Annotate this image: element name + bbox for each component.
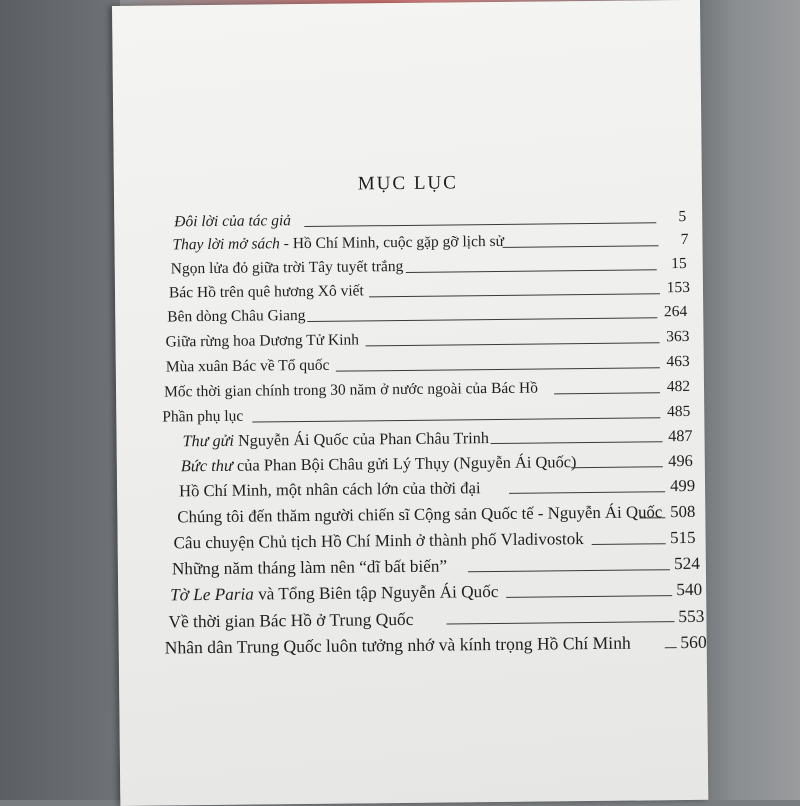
toc-entry-title-text: Ngọn lửa đỏ giữa trời Tây tuyết trắng [171, 258, 404, 277]
toc-entry-title-text: Những năm tháng làm nên “dĩ bất biến” [172, 557, 447, 579]
toc-leader-line [304, 222, 656, 227]
toc-entry [168, 604, 704, 634]
toc-entry-title [162, 405, 243, 430]
toc-title: MỤC LỤC [114, 170, 702, 198]
toc-entry [165, 630, 707, 660]
toc-entry-title [167, 304, 305, 329]
toc-entry-title-text: Mùa xuân Bác về Tổ quốc [166, 357, 330, 376]
toc-entry [179, 474, 695, 503]
toc-page-number: 463 [666, 350, 690, 374]
toc-entry-title-text: Hồ Chí Minh, một nhân cách lớn của thời đại [179, 478, 481, 500]
toc-entry [174, 526, 696, 555]
book-page [112, 0, 708, 806]
toc-entry [172, 552, 700, 582]
toc-entry [170, 578, 702, 608]
toc-page-number: 153 [667, 276, 691, 300]
toc-leader-line [503, 245, 659, 248]
toc-entry-title [172, 555, 447, 582]
toc-entry-title-italic: Thư gửi [182, 432, 234, 451]
toc-leader-line [554, 392, 660, 394]
toc-entry-title-text: Nhân dân Trung Quốc luôn tưởng nhớ và kính trọng Hồ Chí Minh [165, 633, 631, 658]
toc-page-number: 15 [671, 252, 687, 276]
toc-entry-title-italic: Bức thư [181, 456, 233, 476]
toc-leader-line [509, 491, 665, 494]
toc-page-number: 508 [670, 500, 695, 524]
toc-page-number: 487 [668, 424, 693, 448]
toc-leader-line [665, 647, 677, 648]
toc-entry-title [174, 209, 291, 234]
toc-leader-line [252, 417, 660, 422]
toc-entry-title-text: Chúng tôi đến thăm người chiến sĩ Cộng sản Quốc tế - Nguyễn Ái Quốc [177, 502, 662, 526]
toc-entry-title [164, 377, 538, 405]
toc-page-number: 540 [676, 578, 702, 602]
toc-page-number: 553 [678, 604, 704, 628]
toc-entry-title [172, 230, 504, 257]
toc-entry-title-text: Mốc thời gian chính trong 30 năm ở nước ngoài của Bác Hồ [164, 380, 538, 401]
toc-page-number: 524 [674, 552, 700, 576]
toc-entry-title [168, 607, 413, 634]
toc-page-number: 482 [667, 375, 691, 399]
toc-entry-title-text: Câu chuyện Chủ tịch Hồ Chí Minh ở thành phố Vladivostok [174, 529, 584, 552]
toc-entry-title [177, 500, 662, 529]
toc-entry-title-text: Phần phụ lục [162, 408, 243, 426]
toc-entry-title [169, 279, 364, 305]
toc-entry-title-text: của Phan Bội Châu gửi Lý Thụy (Nguyễn Ái Quốc) [233, 452, 577, 475]
toc-entry-title [165, 328, 359, 354]
toc-page-number: 7 [681, 228, 689, 252]
toc-entry-title [170, 580, 498, 607]
toc-entry-title [181, 450, 577, 478]
toc-entry-title-text: Về thời gian Bác Hồ ở Trung Quốc [168, 609, 413, 632]
toc-entry-title-italic: Tờ Le Paria [170, 585, 254, 605]
toc-entry-title-text: Giữa rừng hoa Dương Tử Kinh [165, 331, 359, 350]
toc-leader-line [307, 317, 657, 322]
toc-entry-title-text: - Hồ Chí Minh, cuộc gặp gỡ lịch sử [280, 233, 504, 252]
toc-entry-title-italic: Thay lời mở sách [172, 235, 280, 253]
toc-entry [177, 500, 695, 529]
toc-entry-title [171, 255, 404, 281]
toc-entry-title-text: Nguyễn Ái Quốc của Phan Châu Trinh [234, 429, 489, 450]
toc-leader-line [491, 441, 663, 444]
toc-entry-title-text: Bên dòng Châu Giang [167, 307, 305, 325]
toc-page-number: 499 [670, 474, 695, 498]
toc-leader-line [336, 367, 660, 371]
toc-entry-title [166, 354, 330, 380]
toc-entry-title [179, 476, 481, 503]
background-left [0, 0, 120, 800]
toc-leader-line [468, 569, 670, 572]
toc-leader-line [571, 466, 663, 468]
toc-leader-line [369, 293, 660, 297]
toc-leader-line [592, 543, 666, 545]
toc-entry-title-italic: Đôi lời của tác giả [174, 212, 291, 230]
toc-entry-title [165, 631, 631, 660]
toc-page-number: 5 [678, 205, 686, 229]
toc-entry-title [182, 426, 489, 453]
toc-leader-line [366, 342, 660, 346]
toc-leader-line [446, 621, 674, 624]
toc-entry-title-text: Bác Hồ trên quê hương Xô viết [169, 282, 364, 301]
toc-page-number: 515 [670, 526, 696, 550]
toc-page-number: 264 [664, 300, 688, 324]
toc-leader-line [406, 269, 657, 273]
toc-entry-title [174, 527, 584, 555]
toc-page-number: 496 [668, 449, 693, 473]
toc-page-number: 560 [680, 630, 707, 654]
toc-entry-title-text: và Tổng Biên tập Nguyễn Ái Quốc [254, 582, 499, 604]
toc-leader-line [506, 595, 672, 598]
toc-page-number: 363 [666, 325, 690, 349]
toc-page-number: 485 [667, 400, 691, 424]
